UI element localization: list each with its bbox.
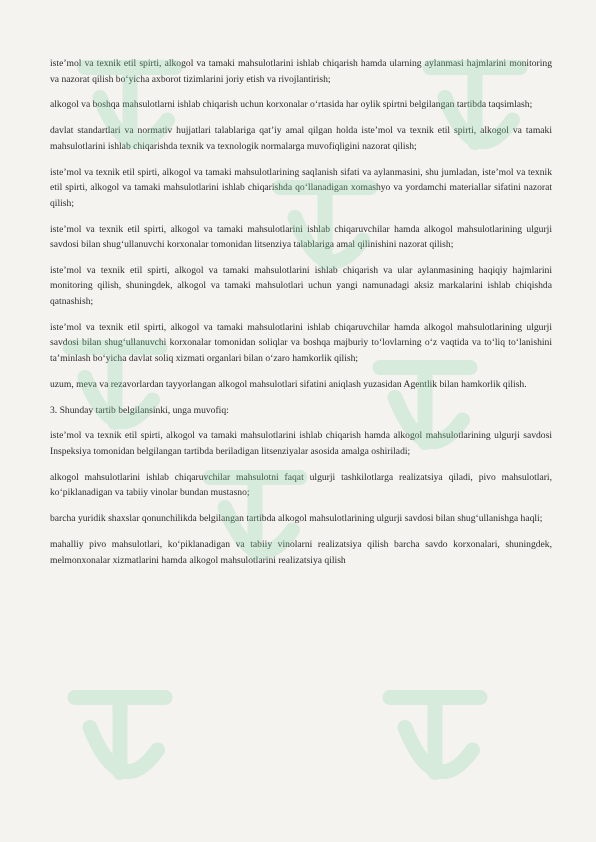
paragraph: iste’mol va texnik etil spirti, alkogol va tamaki mahsulotlarini ishlab chiqaruvchilar hamda alkogol mahsulotlarining ulgurji savdosi bilan shug‘ullanuvchi korxonalar tomonidan litsenziya talablariga amal qilinishini nazorat qilish; xyxy=(50,223,552,251)
paragraph: iste’mol va texnik etil spirti, alkogol va tamaki mahsulotlarini ishlab chiqarish hamda ularning aylanmasi hajmlarini monitoring va nazorat qilish bo‘yicha axborot tizimlarini joriy etish va rivojlantirish; xyxy=(50,58,552,85)
paragraph: mahalliy pivo mahsulotlari, ko‘piklanadigan va tabiiy vinolarni realizatsiya qilish barcha savdo korxonalari, shuningdek, melmonxonalar xizmatlarini hamda alkogol mahsulotlarini realizatsiya qilish xyxy=(50,538,552,566)
document-body xyxy=(50,56,552,568)
paragraph: alkogol mahsulotlarini ishlab chiqaruvchilar mahsulotni faqat ulgurji tashkilotlarga realizatsiya qiladi, pivo mahsulotlari, ko‘piklanadigan va tabiiy vinolar bundan mustasno; xyxy=(50,471,552,499)
paragraph: uzum, meva va rezavorlardan tayyorlangan alkogol mahsulotlari sifatini aniqlash yuzasidan Agentlik bilan hamkorlik qilish. xyxy=(50,378,527,390)
paragraph: iste’mol va texnik etil spirti, alkogol va tamaki mahsulotlarini ishlab chiqarish hamda alkogol mahsulotlarining ulgurji savdosi Inspeksiya tomonidan belgilangan tartibda beriladigan litsenziyalar asosida amalga oshiriladi; xyxy=(50,430,552,457)
paragraph: davlat standartlari va normativ hujjatlari talablariga qat’iy amal qilgan holda iste’mol va texnik etil spirti, alkogol va tamaki mahsulotlarini ishlab chiqarishda texnik va texnologik normalarga muvofiqligini nazorat qilish; xyxy=(50,125,552,152)
watermark-logo-icon xyxy=(360,660,510,810)
section-heading: 3. Shunday tartib belgilansinki, unga muvofiq: xyxy=(50,404,229,416)
watermark-logo-icon xyxy=(45,660,195,810)
paragraph: barcha yuridik shaxslar qonunchilikda belgilangan tartibda alkogol mahsulotlarining ulgurji savdosi bilan shug‘ullanishga haqli; xyxy=(50,513,543,525)
paragraph: iste’mol va texnik etil spirti, alkogol va tamaki mahsulotlarini ishlab chiqaruvchilar hamda alkogol mahsulotlarining ulgurji savdosi bilan shug‘ullanuvchi korxonalar tomonidan soliqlar va boshqa majburiy to‘lovlarning o‘z vaqtida va to‘liq to‘lanishini ta’minlash bo‘yicha davlat soliq xizmati organlari bilan o‘zaro hamkorlik qilish; xyxy=(50,321,552,365)
paragraph: iste’mol va texnik etil spirti, alkogol va tamaki mahsulotlarining saqlanish sifati va aylanmasini, shu jumladan, iste’mol va texnik etil spirti, alkogol va tamaki mahsulotlarini ishlab chiqarishda qo‘llanadigan xomashyo va yordamchi materiallar sifatini nazorat qilish; xyxy=(50,166,552,209)
paragraph: alkogol va boshqa mahsulotlarni ishlab chiqarish uchun korxonalar o‘rtasida har oylik spirtni belgilangan tartibda taqsimlash; xyxy=(50,99,533,111)
paragraph: iste’mol va texnik etil spirti, alkogol va tamaki mahsulotlarini ishlab chiqarish va ular aylanmasining haqiqiy hajmlarini monitoring qilish, shuningdek, alkogol va tamaki mahsulotlari uchun yangi namunadagi aksiz markalarini ishlab chiqishda qatnashish; xyxy=(50,264,552,308)
